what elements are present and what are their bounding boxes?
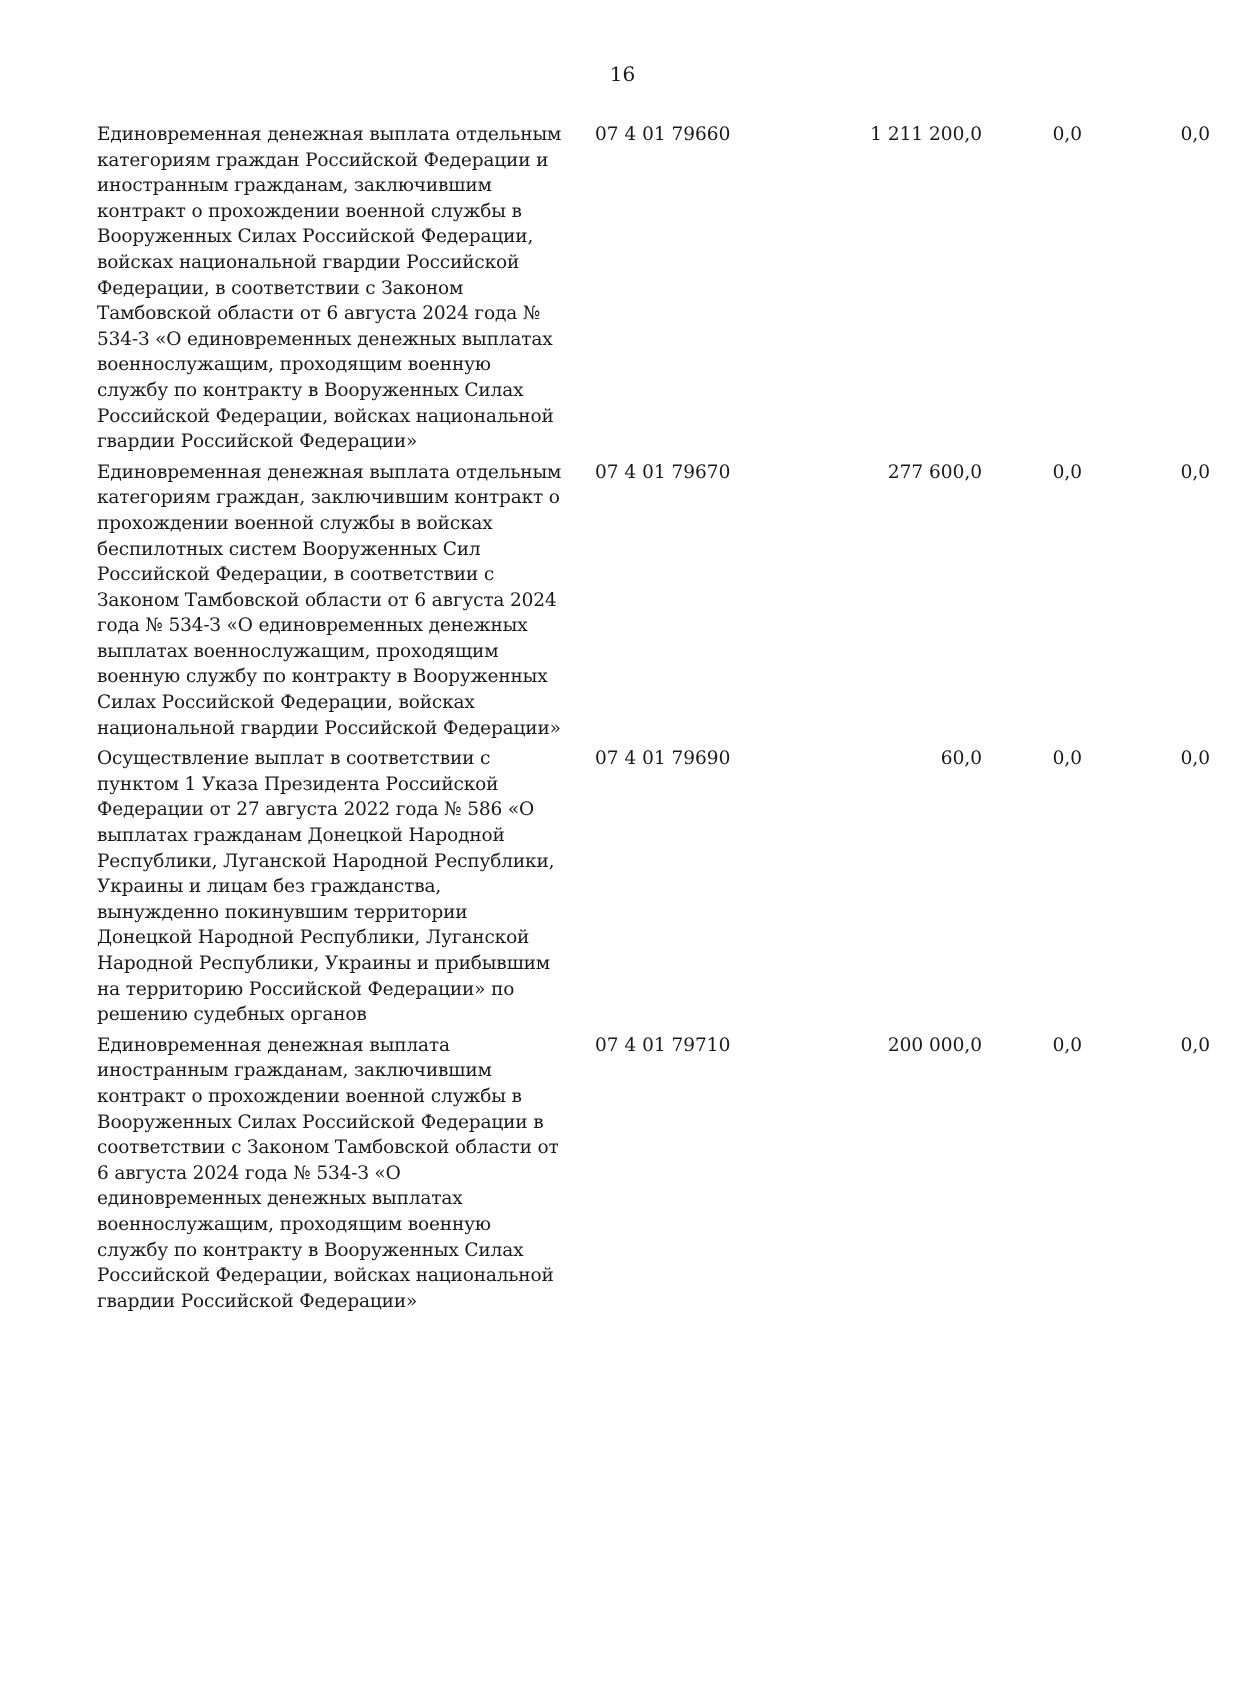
page-number: 16 — [609, 62, 636, 86]
row-description: Осуществление выплат в соответствии с пунктом 1 Указа Президента Российской Федерации от 27 августа 2022 года № 586 «О выплатах гражданам Донецкой Народной Республики, Луганской Народной Республики, Украины и лицам без гражданства, вынужденно покинувшим территории Донецкой Народной Республики, Луганской Народной Республики, Украины и прибывшим на территорию Российской Федерации» по решению судебных органов — [97, 748, 555, 1026]
row-amount: 200 000,0 — [887, 1034, 982, 1056]
row-description: Единовременная денежная выплата иностранным гражданам, заключившим контракт о прохождении военной службы в Вооруженных Силах Российской Федерации в соответствии с Законом Тамбовской области от 6 августа 2024 года № 534-З «О единовременных денежных выплатах военнослужащим, проходящим военную службу по контракту в Вооруженных Силах Российской Федерации, войсках национальной гвардии Российской Федерации» — [97, 1034, 559, 1312]
row-value-2: 0,0 — [1052, 748, 1082, 770]
row-code: 07 4 01 79690 — [595, 748, 731, 770]
row-value-3: 0,0 — [1180, 748, 1210, 770]
row-amount: 1 211 200,0 — [870, 124, 982, 145]
row-value-2: 0,0 — [1052, 461, 1082, 483]
table-row — [97, 1033, 1210, 1315]
table-row — [97, 746, 1210, 1028]
row-description: Единовременная денежная выплата отдельным категориям граждан Российской Федерации и иностранным гражданам, заключившим контракт о прохождении военной службы в Вооруженных Силах Российской Федерации, войсках национальной гвардии Российской Федерации, в соответствии с Законом Тамбовской области от 6 августа 2024 года № 534-З «О единовременных денежных выплатах военнослужащим, проходящим военную службу по контракту в Вооруженных Силах Российской Федерации, войсках национальной гвардии Российской Федерации» — [97, 124, 562, 453]
row-code: 07 4 01 79660 — [595, 124, 731, 145]
budget-table — [97, 122, 1210, 1319]
row-code: 07 4 01 79710 — [595, 1034, 731, 1056]
table-row — [97, 122, 1210, 455]
row-amount: 60,0 — [940, 748, 982, 770]
row-value-3: 0,0 — [1180, 461, 1210, 483]
row-value-3: 0,0 — [1180, 124, 1210, 145]
row-amount: 277 600,0 — [887, 461, 982, 483]
row-value-2: 0,0 — [1052, 1034, 1082, 1056]
row-description: Единовременная денежная выплата отдельным категориям граждан, заключившим контракт о прохождении военной службы в войсках беспилотных систем Вооруженных Сил Российской Федерации, в соответствии с Законом Тамбовской области от 6 августа 2024 года № 534-З «О единовременных денежных выплатах военнослужащим, проходящим военную службу по контракту в Вооруженных Силах Российской Федерации, войсках национальной гвардии Российской Федерации» — [97, 461, 562, 739]
row-value-3: 0,0 — [1180, 1034, 1210, 1056]
row-value-2: 0,0 — [1052, 124, 1082, 145]
table-row — [97, 460, 1210, 742]
row-code: 07 4 01 79670 — [595, 461, 731, 483]
